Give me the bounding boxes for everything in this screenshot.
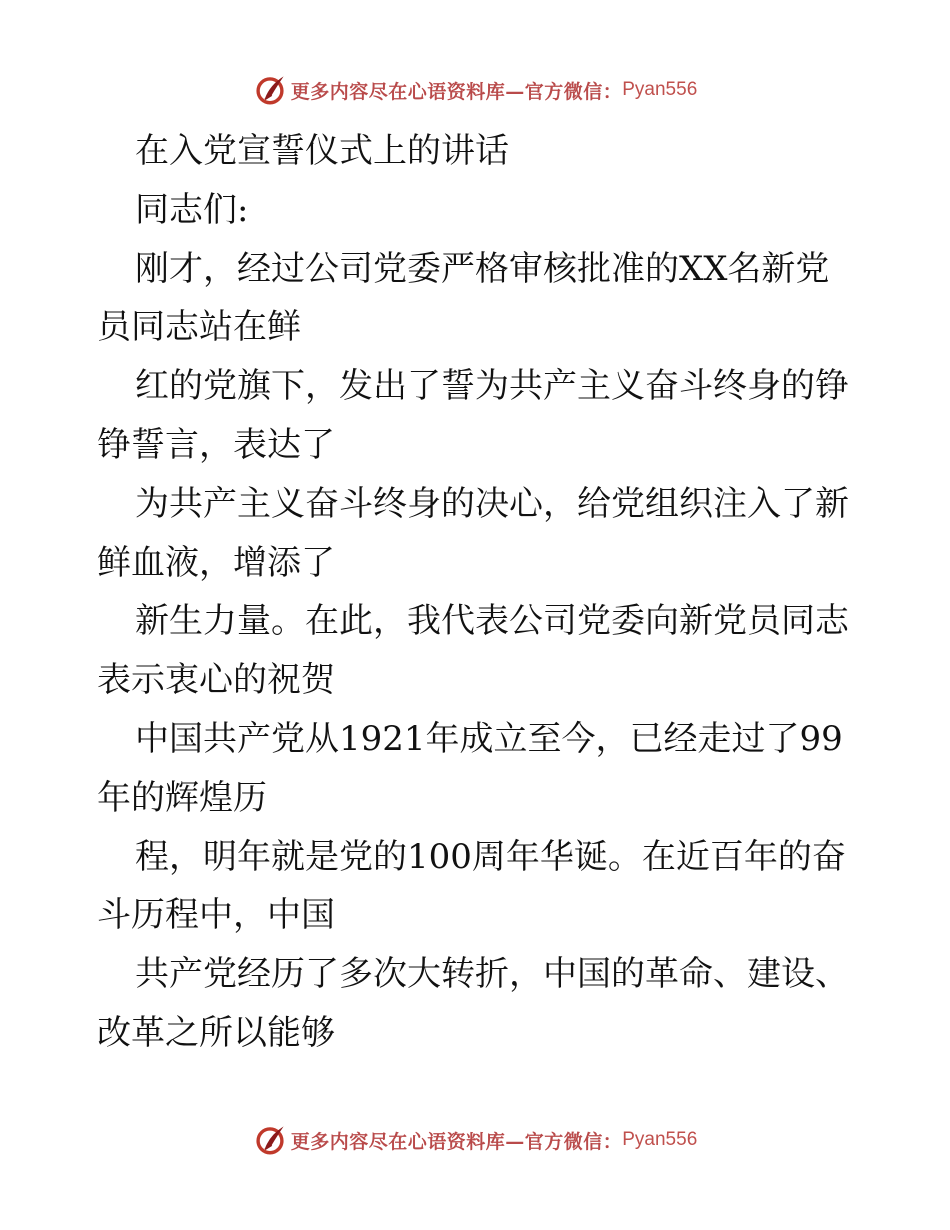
text-line: 年的辉煌历: [97, 777, 267, 818]
banner-text: 更多内容尽在心语资料库—官方微信：: [290, 1130, 623, 1153]
text-line: 程，明年就是党的100周年华诞。在近百年的奋: [135, 836, 846, 877]
text-line: 红的党旗下，发出了誓为共产主义奋斗终身的铮: [135, 366, 849, 407]
banner-text: 更多内容尽在心语资料库—官方微信：: [290, 80, 623, 103]
footer-banner: [0, 1120, 950, 1160]
text-line: 同志们:: [135, 189, 249, 230]
text-line: 新生力量。在此，我代表公司党委向新党员同志: [135, 601, 849, 642]
text-line: 员同志站在鲜: [97, 307, 301, 348]
text-line: 中国共产党从1921年成立至今，已经走过了99: [135, 718, 843, 759]
text-line: 斗历程中，中国: [97, 895, 335, 936]
text-line: 刚才，经过公司党委严格审核批准的XX名新党: [135, 248, 830, 289]
document-body: [97, 122, 857, 1063]
text-line: 铮誓言，表达了: [97, 424, 335, 465]
text-line: 鲜血液，增添了: [97, 542, 335, 583]
quill-pen-logo-icon: [253, 1123, 287, 1157]
banner-wechat-id: Pyan556: [622, 79, 698, 100]
header-banner: [0, 70, 950, 110]
text-line: 共产党经历了多次大转折，中国的革命、建设、: [135, 954, 849, 995]
text-line: 表示衷心的祝贺: [97, 660, 335, 701]
document-title: 在入党宣誓仪式上的讲话: [135, 131, 509, 171]
text-line: 改革之所以能够: [97, 1012, 335, 1053]
text-line: 为共产主义奋斗终身的决心，给党组织注入了新: [135, 483, 849, 524]
quill-pen-logo-icon: [253, 73, 287, 107]
banner-wechat-id: Pyan556: [622, 1129, 698, 1150]
